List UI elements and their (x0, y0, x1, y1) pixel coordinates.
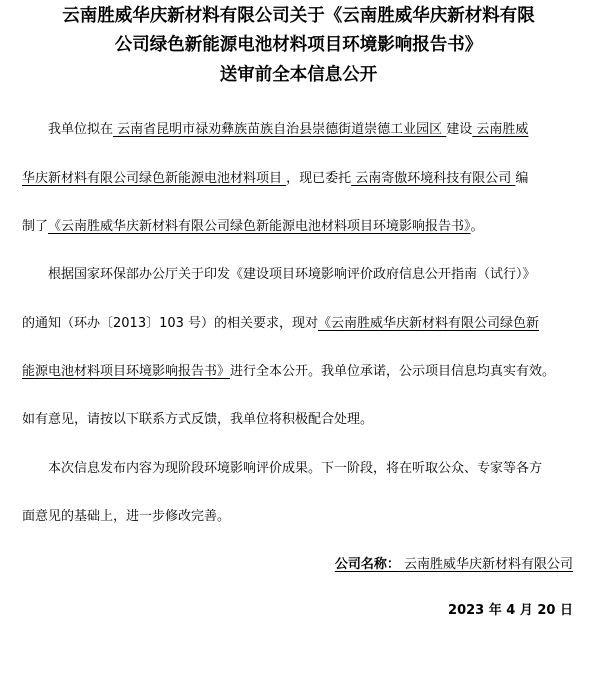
company-label: 公司名称： (334, 557, 400, 572)
text: 建设 (446, 122, 473, 137)
text: ，现已委托 (286, 171, 352, 186)
report-title-end: 能源电池材料项目环境影响报告书》 (22, 364, 231, 379)
project-name-start: 云南胜威 (472, 122, 529, 137)
company-signature (335, 556, 573, 574)
title-line-3: 送审前全本信息公开 (219, 65, 378, 85)
consultant-name: 云南寄傲环境科技有限公司 (351, 171, 516, 186)
text: 进行全本公开。我单位承诺，公示项目信息均真实有效。 (230, 364, 556, 379)
text: 编 (515, 171, 529, 186)
text: 我单位拟在 (48, 122, 114, 137)
para3-line-2: 面意见的基础上，进一步修改完善。 (22, 509, 231, 524)
text: 。 (470, 219, 484, 234)
report-title-start: 《云南胜威华庆新材料有限公司绿色新 (318, 316, 540, 331)
para2-line-4: 如有意见，请按以下联系方式反馈，我单位将积极配合处理。 (22, 412, 374, 427)
report-title: 《云南胜威华庆新材料有限公司绿色新能源电池材料项目环境影响报告书》 (48, 219, 471, 234)
project-name-end: 华庆新材料有限公司绿色新能源电池材料项目 (22, 171, 287, 186)
text: 的通知（环办〔2013〕103 号）的相关要求，现对 (22, 316, 319, 331)
para3-line-1: 本次信息发布内容为现阶段环境影响评价成果。下一阶段，将在听取公众、专家等各方 (48, 461, 543, 476)
para2-line-1: 根据国家环保部办公厅关于印发《建设项目环境影响评价政府信息公开指南（试行）》 (48, 267, 536, 282)
publish-date: 2023 年 4 月 20 日 (448, 603, 573, 618)
text: 制了 (22, 219, 49, 234)
para1-line-1 (48, 121, 528, 139)
para2-line-2 (22, 315, 539, 333)
para2-line-3 (22, 363, 555, 381)
para1-line-2 (22, 170, 528, 188)
title-line-1: 云南胜威华庆新材料有限公司关于《云南胜威华庆新材料有限 (62, 6, 535, 26)
title-line-2: 公司绿色新能源电池材料项目环境影响报告书》 (114, 35, 483, 55)
project-location: 云南省昆明市禄劝彝族苗族自治县崇德街道崇德工业园区 (113, 122, 447, 137)
para1-line-3 (22, 218, 484, 236)
company-name: 云南胜威华庆新材料有限公司 (399, 557, 573, 572)
